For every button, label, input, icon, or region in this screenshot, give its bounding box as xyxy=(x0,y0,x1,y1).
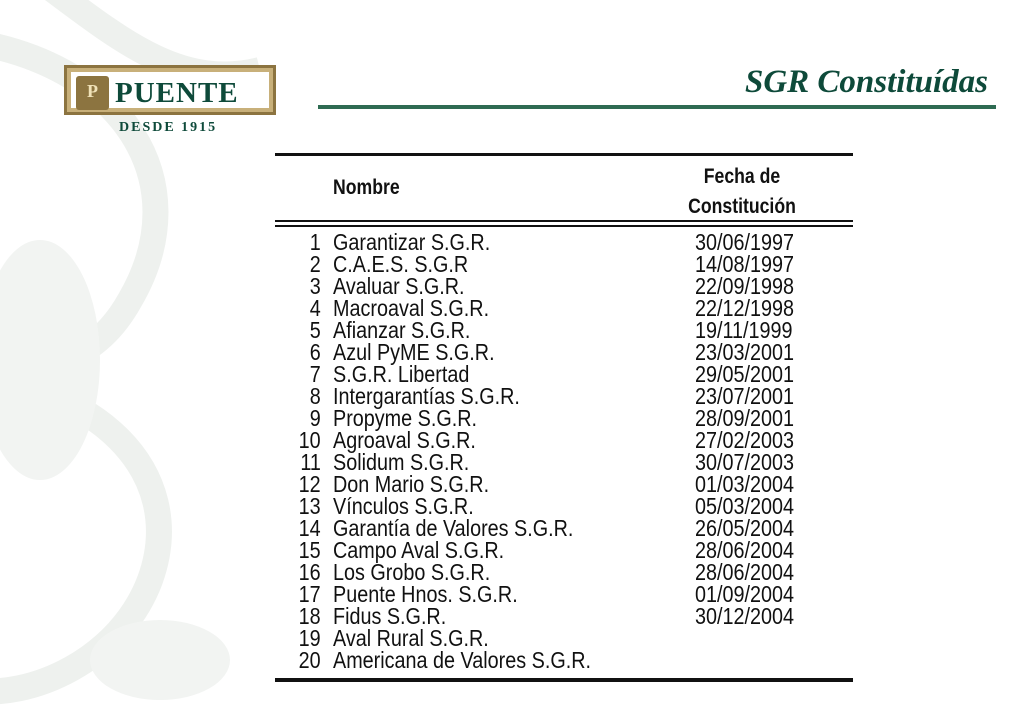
sgr-table-body xyxy=(275,231,853,671)
table-row xyxy=(275,451,853,473)
row-date: 26/05/2004 xyxy=(695,515,795,541)
row-date: 30/12/2004 xyxy=(695,603,795,629)
row-name: Azul PyME S.G.R. xyxy=(333,339,495,365)
row-number: 6 xyxy=(309,339,321,365)
row-name: Avaluar S.G.R. xyxy=(333,273,465,299)
row-number: 12 xyxy=(298,471,321,497)
row-name: Propyme S.G.R. xyxy=(333,405,477,431)
row-name: Don Mario S.G.R. xyxy=(333,471,490,497)
row-number: 17 xyxy=(298,581,321,607)
row-date: 28/06/2004 xyxy=(695,559,795,585)
row-number: 15 xyxy=(298,537,321,563)
row-number: 3 xyxy=(309,273,321,299)
row-name: Aval Rural S.G.R. xyxy=(333,625,489,651)
row-date: 23/03/2001 xyxy=(695,339,795,365)
row-name: Solidum S.G.R. xyxy=(333,449,470,475)
row-date: 30/07/2003 xyxy=(695,449,795,475)
row-date: 01/09/2004 xyxy=(695,581,795,607)
row-name: Intergarantías S.G.R. xyxy=(333,383,520,409)
table-row xyxy=(275,385,853,407)
row-date: 30/06/1997 xyxy=(695,229,795,255)
row-date: 29/05/2001 xyxy=(695,361,795,387)
row-date: 23/07/2001 xyxy=(695,383,795,409)
logo-emblem-icon xyxy=(76,76,109,110)
row-number: 9 xyxy=(309,405,321,431)
logo-tagline: DESDE 1915 xyxy=(119,120,218,135)
row-number: 11 xyxy=(300,449,321,475)
row-date: 05/03/2004 xyxy=(695,493,795,519)
row-name: Garantía de Valores S.G.R. xyxy=(333,515,574,541)
row-name: Agroaval S.G.R. xyxy=(333,427,476,453)
table-row xyxy=(275,517,853,539)
row-number: 8 xyxy=(309,383,321,409)
row-date: 22/09/1998 xyxy=(695,273,795,299)
column-header-name: Nombre xyxy=(333,176,400,199)
table-row xyxy=(275,539,853,561)
table-row xyxy=(275,495,853,517)
column-header-date xyxy=(657,162,827,222)
row-date: 19/11/1999 xyxy=(695,317,793,343)
column-header-date-line1: Fecha de xyxy=(703,165,781,188)
row-number: 7 xyxy=(309,361,321,387)
logo-wordmark: PUENTE xyxy=(115,77,239,109)
row-number: 18 xyxy=(298,603,321,629)
table-row xyxy=(275,561,853,583)
row-number: 14 xyxy=(298,515,321,541)
table-row xyxy=(275,429,853,451)
row-name: Macroaval S.G.R. xyxy=(333,295,490,321)
table-row xyxy=(275,627,853,649)
row-name: Puente Hnos. S.G.R. xyxy=(333,581,518,607)
row-number: 16 xyxy=(298,559,321,585)
table-bottom-rule xyxy=(275,678,853,682)
row-date: 28/09/2001 xyxy=(695,405,795,431)
row-number: 13 xyxy=(298,493,321,519)
row-date: 28/06/2004 xyxy=(695,537,795,563)
table-top-rule xyxy=(275,153,853,156)
row-name: Campo Aval S.G.R. xyxy=(333,537,505,563)
row-number: 10 xyxy=(298,427,321,453)
table-row xyxy=(275,275,853,297)
title-underline xyxy=(318,105,996,109)
table-row xyxy=(275,253,853,275)
row-number: 19 xyxy=(298,625,321,651)
row-name: Afianzar S.G.R. xyxy=(333,317,471,343)
row-name: Americana de Valores S.G.R. xyxy=(333,647,591,673)
table-row xyxy=(275,297,853,319)
table-row xyxy=(275,605,853,627)
row-number: 1 xyxy=(309,229,321,255)
table-row xyxy=(275,363,853,385)
header-rule-lower xyxy=(275,225,853,227)
row-number: 4 xyxy=(309,295,321,321)
table-row xyxy=(275,473,853,495)
row-date: 27/02/2003 xyxy=(695,427,795,453)
column-header-date-line2: Constitución xyxy=(688,195,796,218)
row-name: Fidus S.G.R. xyxy=(333,603,447,629)
logo-emblem-letter: P xyxy=(87,81,98,101)
row-date: 01/03/2004 xyxy=(695,471,795,497)
puente-logo xyxy=(64,65,276,115)
slide-title: SGR Constituídas xyxy=(744,64,988,100)
table-row xyxy=(275,407,853,429)
row-name: Vínculos S.G.R. xyxy=(333,493,474,519)
header-rule-upper xyxy=(275,220,853,222)
row-date: 14/08/1997 xyxy=(695,251,795,277)
table-row xyxy=(275,649,853,671)
row-number: 20 xyxy=(298,647,321,673)
row-number: 2 xyxy=(309,251,321,277)
row-date: 22/12/1998 xyxy=(695,295,795,321)
row-name: S.G.R. Libertad xyxy=(333,361,470,387)
table-row xyxy=(275,319,853,341)
table-row xyxy=(275,341,853,363)
row-name: Los Grobo S.G.R. xyxy=(333,559,491,585)
table-row xyxy=(275,583,853,605)
row-number: 5 xyxy=(309,317,321,343)
row-name: C.A.E.S. S.G.R xyxy=(333,251,469,277)
table-row xyxy=(275,231,853,253)
row-name: Garantizar S.G.R. xyxy=(333,229,491,255)
